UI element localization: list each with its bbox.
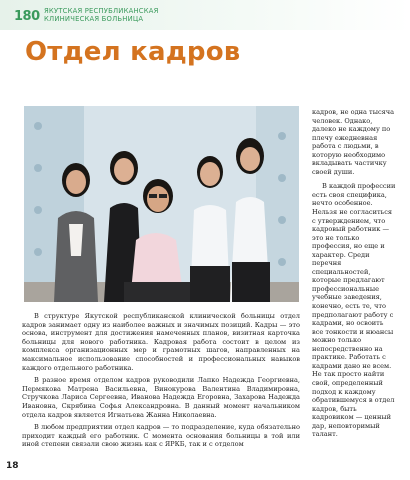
hospital-name [44,7,159,23]
paragraph: В каждой профессии есть своя специфика, нечто особенное. Нельзя не согласиться с утверждением, что кадровый работник — это не только профессия, но еще и характер. Среди перечня специальностей, которые предлагают профессиональные учебные заведения, конечно, есть те, что предполагают работу с кадрами, но освоить все тонкости и нюансы можно только непосредственно на практике. Работать с кадрами дано не всем. Не так просто найти свой, определенный подход к каждому обратившемуся в отдел кадров, быть кадровиком — ценный дар, неповторимый талант. [312,182,396,439]
paragraph: В любом предприятии отдел кадров — то подразделение, куда обязательно приходит каждый его работник. С момента основания больницы в той или иной степени связали свою жизнь как с ЯРКБ, так и с отделом [22,423,300,449]
paragraph: кадров, не одна тысяча человек. Однако, далеко не каждому по плечу ежедневная работа с людьми, в которую необходимо вкладывать частичку своей души. [312,108,395,176]
hospital-name-line1: ЯКУТСКАЯ РЕСПУБЛИКАНСКАЯ [44,7,159,15]
page-title: Отдел кадров [25,37,241,67]
paragraph: В разное время отделом кадров руководили Лапко Надежда Георгиевна, Пермякова Матрена Васильевна, Винокурова Валентина Владимировна, Стручкова Лариса Сергеевна, Иванова Надежда Егоровна, Захарова Надежда Ивановна, Скрябина Софья Александровна. В данный момент начальником отдела кадров является Игнатьева Жанна Николаевна. [22,376,300,419]
article-right-column [312,108,396,445]
paragraph: В структуре Якутской республиканской клинической больницы отдел кадров занимает одну из наиболее важных и значимых позиций. Кадры — это основа, инструмент для достижения намеченных планов, визитная карточка больницы для нового работника. Кадровая работа состоит в целом из комплекса организационных мер и грамотных шагов, направленных на максимальное использование способностей и профессиональных навыков каждого отдельного работника. [22,312,300,372]
page-number: 18 [6,461,19,471]
group-photo-image [24,106,299,302]
article-left-column [22,312,300,453]
logo-number: 180 [14,9,40,24]
hospital-name-line2: КЛИНИЧЕСКАЯ БОЛЬНИЦА [44,15,144,23]
